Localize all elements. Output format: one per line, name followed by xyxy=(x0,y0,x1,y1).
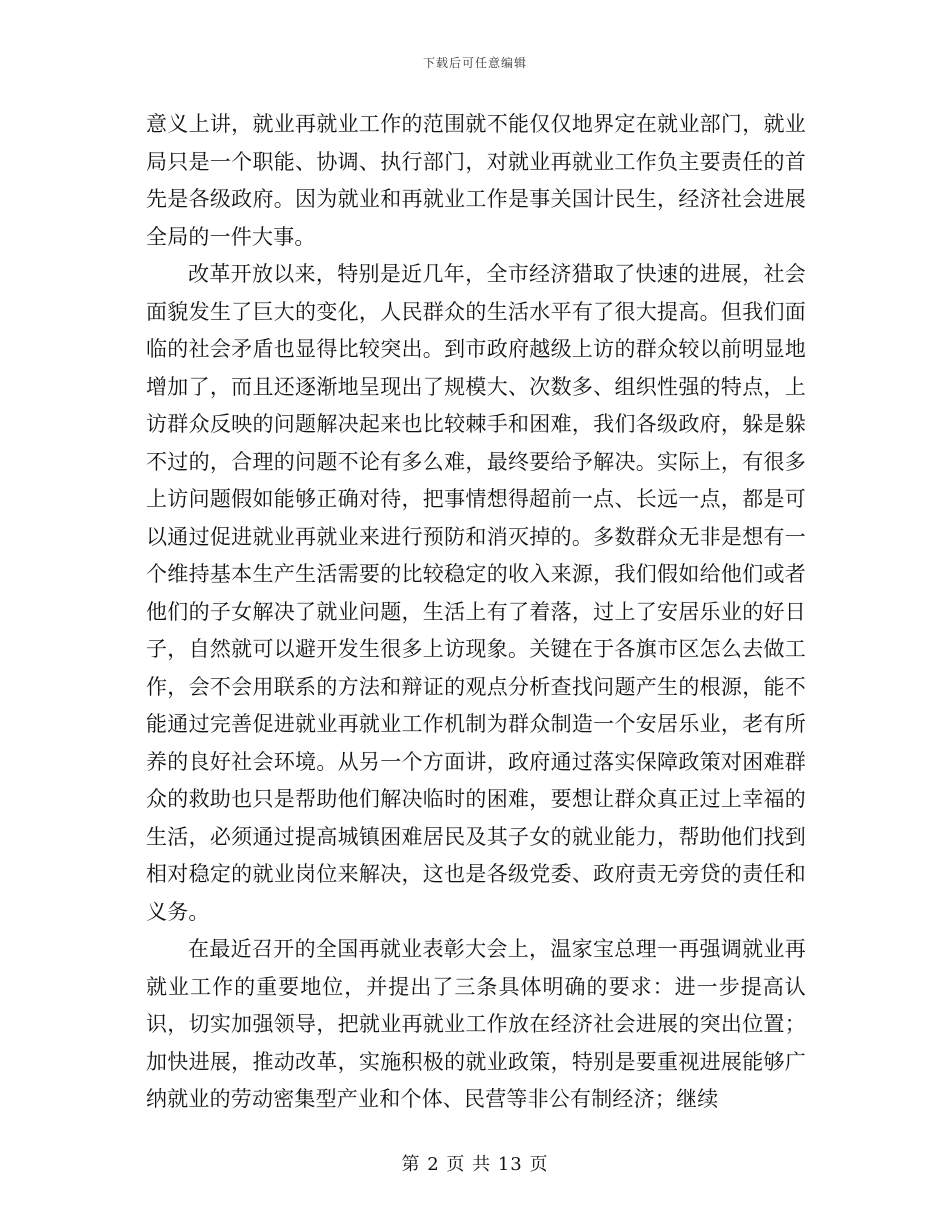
paragraph-conference: 在最近召开的全国再就业表彰大会上，温家宝总理一再强调就业再就业工作的重要地位，并提出了三条具体明确的要求：进一步提高认识，切实加强领导，把就业再就业工作放在经济社会进展的突出位置；加快进展，推动改革，实施积极的就业政策，特别是要重视进展能够广纳就业的劳动密集型产业和个体、民营等非公有制经济；继续 xyxy=(146,937,806,1111)
paragraph-reform: 改革开放以来，特别是近几年，全市经济猎取了快速的进展，社会面貌发生了巨大的变化，人民群众的生活水平有了很大提高。但我们面临的社会矛盾也显得比较突出。到市政府越级上访的群众较以前明显地增加了，而且还逐渐地呈现出了规模大、次数多、组织性强的特点，上访群众反映的问题解决起来也比较棘手和困难，我们各级政府，躲是躲不过的，合理的问题不论有多么难，最终要给予解决。实际上，有很多上访问题假如能够正确对待，把事情想得超前一点、长远一点，都是可以通过促进就业再就业来进行预防和消灭掉的。多数群众无非是想有一个维持基本生产生活需要的比较稳定的收入来源，我们假如给他们或者他们的子女解决了就业问题，生活上有了着落，过上了安居乐业的好日子，自然就可以避开发生很多上访现象。关键在于各旗市区怎么去做工作，会不会用联系的方法和辩证的观点分析查找问题产生的根源，能不能通过完善促进就业再就业工作机制为群众制造一个安居乐业，老有所养的良好社会环境。从另一个方面讲，政府通过落实保障政策对困难群众的救助也只是帮助他们解决临时的困难，要想让群众真正过上幸福的生活，必须通过提高城镇困难居民及其子女的就业能力，帮助他们找到相对稳定的就业岗位来解决，这也是各级党委、政府责无旁贷的责任和义务。 xyxy=(146,262,806,924)
document-body xyxy=(146,106,806,1119)
page-header-note: 下载后可任意编辑 xyxy=(422,56,527,70)
paragraph-continuation: 意义上讲，就业再就业工作的范围就不能仅仅地界定在就业部门，就业局只是一个职能、协调、执行部门，对就业再就业工作负主要责任的首先是各级政府。因为就业和再就业工作是事关国计民生，经济社会进展全局的一件大事。 xyxy=(146,112,806,249)
page-number-footer: 第 2 页 共 13 页 xyxy=(401,1154,549,1175)
